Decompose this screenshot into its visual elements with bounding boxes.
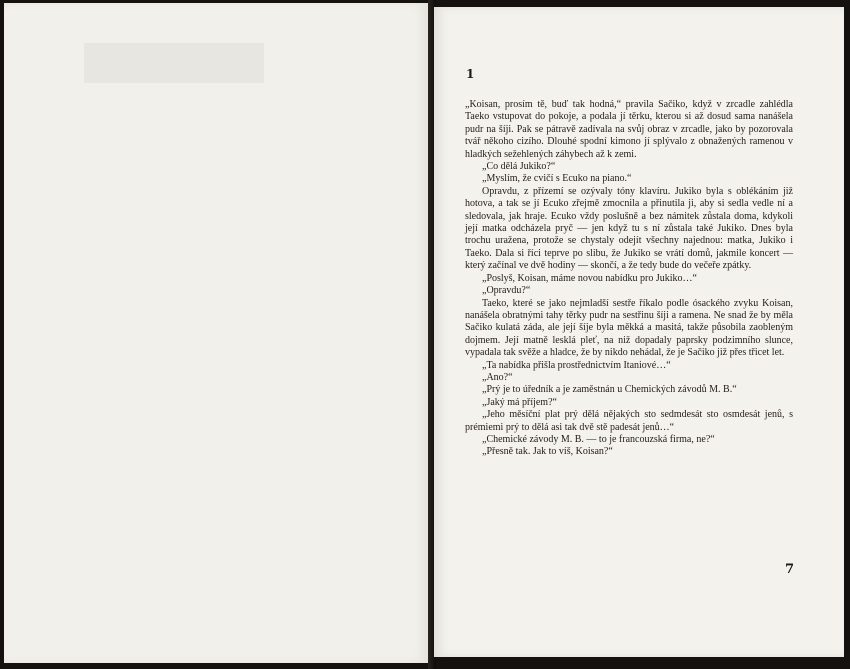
paragraph: „Chemické závody M. B. — to je francouzská firma, ne?“ <box>482 433 715 445</box>
page-number: 7 <box>785 562 795 577</box>
paragraph: Taeko, které se jako nejmladší sestře říkalo podle ósackého zvyku Koisan, nanášela obratnými tahy těrky pudr na sestřinu šíji a ramena. Ne snad že by měla Sačiko kulatá záda, ale její šíje byla měkká a masitá, takže působila zaobleným dojmem. Její matně lesklá pleť, na niž dopadaly paprsky podzimního slunce, vypadala tak svěže a hladce, že by nikdo nehádal, že je Sačiko již přes třicet let. <box>465 297 793 359</box>
paragraph: „Jeho měsíční plat prý dělá nějakých sto sedmdesát sto osmdesát jenů, s prémiemi prý to dělá asi tak dvě stě padesát jenů…“ <box>465 409 793 433</box>
paragraph: „Přesně tak. Jak to víš, Koisan?“ <box>482 446 613 458</box>
chapter-number: 1 <box>466 67 475 81</box>
paragraph: „Co dělá Jukiko?“ <box>482 161 556 173</box>
paragraph: „Ano?“ <box>482 371 513 383</box>
left-page-blank <box>4 3 429 663</box>
paragraph: „Opravdu?“ <box>482 285 531 297</box>
right-page <box>434 7 844 657</box>
paragraph: „Jaký má příjem?“ <box>482 396 557 408</box>
body-text <box>465 99 793 459</box>
paragraph: „Poslyš, Koisan, máme novou nabídku pro Jukiko…“ <box>482 272 697 284</box>
show-through-text <box>84 43 264 83</box>
paragraph: Opravdu, z přízemí se ozývaly tóny klavíru. Jukiko byla s oblékáním již hotova, a tak se jí Ecuko zřejmě zmocnila a přinutila ji, aby si sedla vedle ní a sledovala, jak hraje. Ecuko vždy poslušně a bez námitek zůstala doma, kdykoli její matka odcházela pryč — jen když tu s ní zůstala také Jukiko. Dnes byla trochu uražena, protože se chystaly odejít všechny najednou: matka, Jukiko i Taeko. Dala si říci teprve po slibu, že Jukiko se vrátí domů, jakmile koncert — který začínal ve dvě hodiny — skončí, a že tedy bude do večeře zpátky. <box>465 185 793 272</box>
paragraph: „Prý je to úředník a je zaměstnán u Chemických závodů M. B.“ <box>482 384 737 396</box>
paragraph: „Ta nabídka přišla prostřednictvím Itaniové…“ <box>482 359 671 371</box>
paragraph: „Koisan, prosím tě, buď tak hodná,“ pravila Sačiko, když v zrcadle zahlédla Taeko vstupovat do pokoje, a podala jí těrku, kterou si až dosud sama nanášela pudr na šíji. Pak se pátravě zadívala na svůj obraz v zrcadle, jako by pozorovala tvář někoho cizího. Dlouhé spodní kimono jí splývalo z obnažených ramenou v hladkých sežehlených záhybech až k zemi. <box>465 99 793 160</box>
paragraph: „Myslím, že cvičí s Ecuko na piano.“ <box>482 173 632 185</box>
